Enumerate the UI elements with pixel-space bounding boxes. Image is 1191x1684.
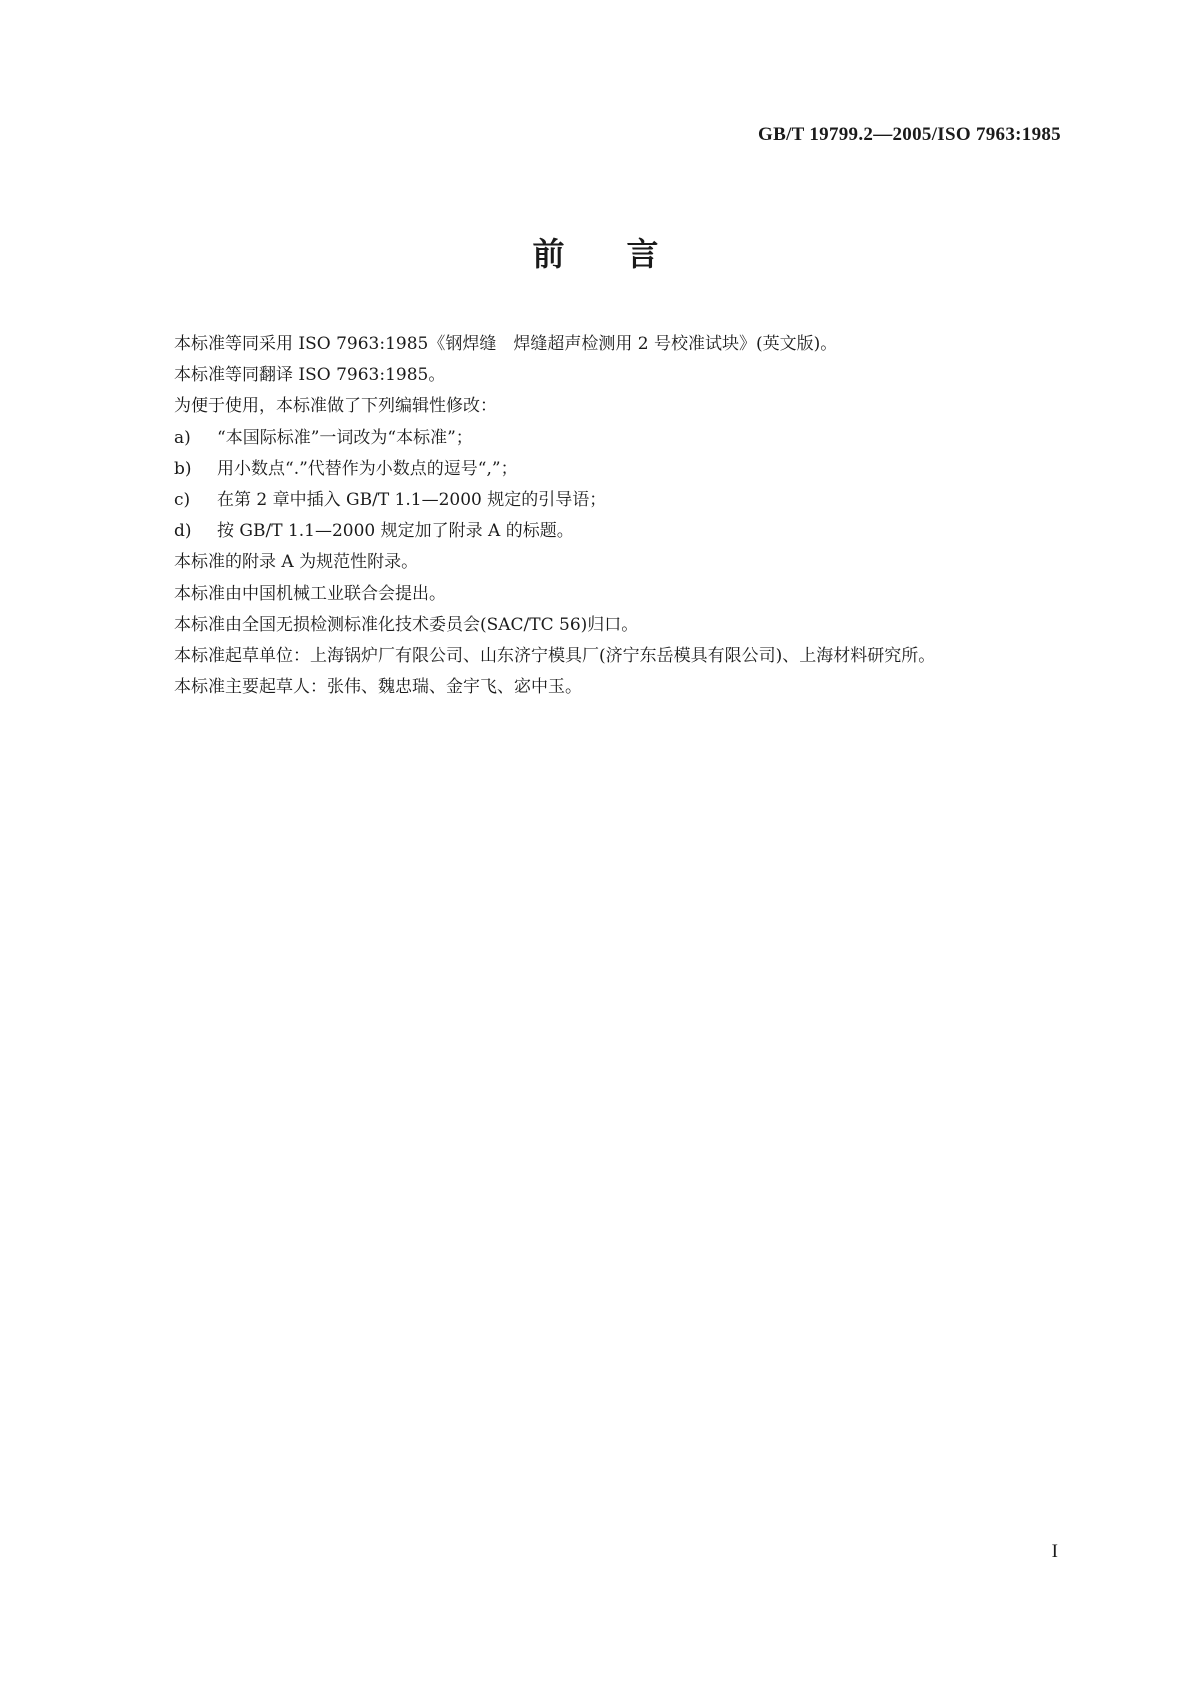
list-item xyxy=(131,485,1061,516)
foreword-body xyxy=(131,329,1061,703)
list-item-text: 用小数点“.”代替作为小数点的逗号“,”； xyxy=(217,458,518,479)
paragraph-annex: 本标准的附录 A 为规范性附录。 xyxy=(174,552,419,573)
list-item-mark: c) xyxy=(174,490,191,511)
title-char-1: 前 xyxy=(532,235,565,273)
standard-code-header: GB/T 19799.2—2005/ISO 7963:1985 xyxy=(758,124,1061,145)
paragraph-drafters: 本标准主要起草人：张伟、魏忠瑞、金宇飞、宓中玉。 xyxy=(174,677,582,698)
list-item-text: 在第 2 章中插入 GB/T 1.1—2000 规定的引导语； xyxy=(217,490,607,511)
list-item-text: 按 GB/T 1.1—2000 规定加了附录 A 的标题。 xyxy=(217,521,574,542)
paragraph-edits-intro: 为便于使用，本标准做了下列编辑性修改： xyxy=(174,396,497,417)
list-item-mark: d) xyxy=(174,521,192,542)
list-item-mark: b) xyxy=(174,458,192,479)
paragraph-proposer: 本标准由中国机械工业联合会提出。 xyxy=(174,583,446,604)
list-item xyxy=(131,454,1061,485)
paragraph-adoption: 本标准等同采用 ISO 7963:1985《钢焊缝 焊缝超声检测用 2 号校准试块》(英文版)。 xyxy=(174,334,838,354)
list-item-text: “本国际标准”一词改为“本标准”； xyxy=(217,427,473,448)
list-item xyxy=(131,423,1061,454)
page-number: I xyxy=(1051,1541,1058,1562)
paragraph-translation: 本标准等同翻译 ISO 7963:1985。 xyxy=(174,365,446,386)
list-item xyxy=(131,516,1061,547)
page-title xyxy=(0,229,1191,275)
title-char-2: 言 xyxy=(626,235,659,273)
paragraph-drafting-units: 本标准起草单位：上海锅炉厂有限公司、山东济宁模具厂(济宁东岳模具有限公司)、上海材料研究所。 xyxy=(174,646,936,667)
list-item-mark: a) xyxy=(174,427,191,448)
paragraph-technical-committee: 本标准由全国无损检测标准化技术委员会(SAC/TC 56)归口。 xyxy=(174,614,639,635)
